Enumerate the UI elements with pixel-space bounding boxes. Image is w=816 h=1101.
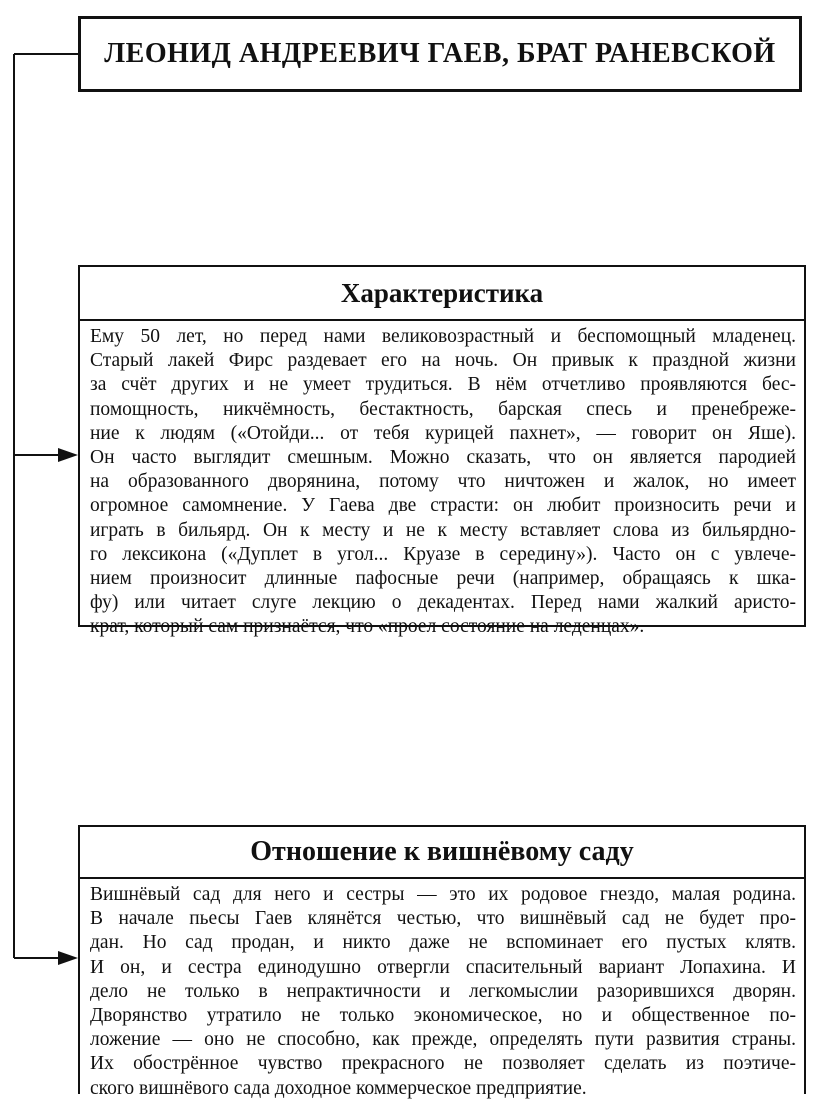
text-line: нием произносит длинные пафосные речи (например, обращаясь к шка-: [90, 568, 796, 590]
text-line: Старый лакей Фирс раздевает его на ночь. Он привык к праздной жизни: [90, 350, 796, 372]
cherry-orchard-heading: Отношение к вишнёвому саду: [80, 827, 804, 879]
characteristic-box: [78, 265, 806, 638]
text-line: за счёт других и не умеет трудиться. В нём отчетливо проявляются бес-: [90, 374, 796, 396]
text-line: крат, который сам признаётся, что «проел состояние на леденцах».: [90, 616, 645, 638]
text-line: ние к людям («Отойди... от тебя курицей пахнет», — говорит он Яше).: [90, 422, 796, 444]
text-line: Вишнёвый сад для него и сестры — это их родовое гнездо, малая родина.: [90, 884, 796, 905]
text-line: огромное самомнение. У Гаева две страсти: он любит произносить речи и: [90, 495, 796, 517]
text-line: го лексикона («Дуплет в угол... Круазе в середину»). Часто он с увлече-: [90, 543, 796, 565]
text-line: помощность, никчёмность, бестактность, барская спесь и пренебреже-: [90, 398, 796, 420]
arrowhead-characteristic: [58, 448, 78, 462]
text-line: на образованного дворянина, потому что ничтожен и жалок, но имеет: [90, 471, 796, 493]
text-line: играть в бильярд. Он к месту и не к месту вставляет слова из бильярдно-: [90, 519, 796, 541]
characteristic-text: [80, 321, 804, 640]
characteristic-heading: Характеристика: [80, 267, 804, 321]
text-line: В начале пьесы Гаев клянётся честью, что вишнёвый сад не будет про-: [90, 908, 796, 930]
text-line: ложение — оно не способно, как прежде, определять пути развития страны.: [90, 1029, 796, 1051]
arrowhead-garden: [58, 951, 78, 965]
text-line: ского вишнёвого сада доходное коммерческое предприятие.: [90, 1077, 587, 1099]
text-line: дело не только в непрактичности и легкомыслии разорившихся дворян.: [90, 980, 796, 1002]
text-line: дан. Но сад продан, и никто даже не вспоминает его пустых клятв.: [90, 932, 796, 954]
text-line: фу) или читает слуге лекцию о декадентах. Перед нами жалкий аристо-: [90, 592, 796, 614]
cherry-orchard-box: [78, 825, 806, 1099]
title-box: [78, 16, 802, 92]
diagram-title: ЛЕОНИД АНДРЕЕВИЧ ГАЕВ, БРАТ РАНЕВСКОЙ: [104, 38, 776, 69]
text-line: И он, и сестра единодушно отвергли спасительный вариант Лопахина. И: [90, 956, 796, 978]
text-line: Их обострённое чувство прекрасного не позволяет сделать из поэтиче-: [90, 1053, 796, 1075]
cherry-orchard-text: [80, 879, 804, 1101]
text-line: Он часто выглядит смешным. Можно сказать, что он является пародией: [90, 447, 796, 469]
text-line: Ему 50 лет, но перед нами великовозрастный и беспомощный младенец.: [90, 326, 796, 347]
text-line: Дворянство утратило не только экономическое, но и общественное по-: [90, 1005, 796, 1027]
